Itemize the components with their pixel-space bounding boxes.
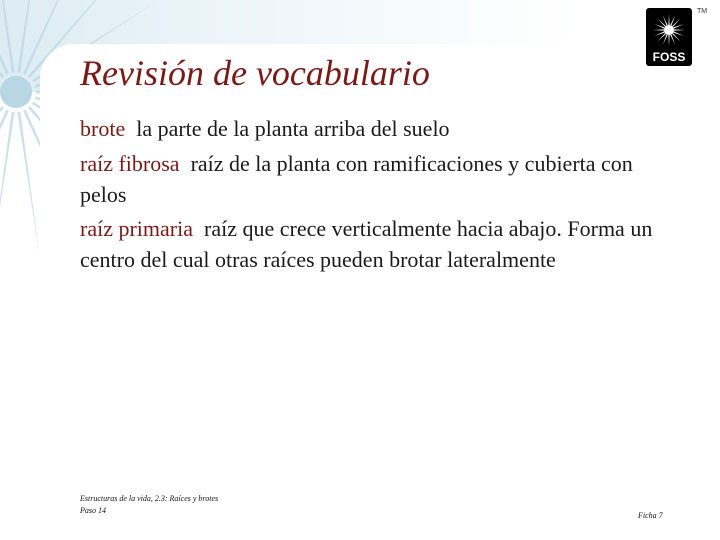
definition-item bbox=[80, 149, 680, 211]
sun-rays-logo-icon bbox=[653, 14, 685, 46]
footer-slide-number: Ficha 7 bbox=[638, 511, 663, 520]
definition-item bbox=[80, 114, 680, 145]
definition-term: brote bbox=[80, 116, 126, 141]
footer-course: Estructuras de la vida, 2.3: Raíces y brotes bbox=[80, 494, 219, 503]
definition-term: raíz fibrosa bbox=[80, 150, 180, 176]
footer-step: Paso 14 bbox=[80, 505, 106, 515]
logo-text: FOSS bbox=[652, 50, 686, 64]
trademark-label: TM bbox=[697, 8, 708, 15]
foss-logo bbox=[646, 8, 692, 66]
definition-text: raíz que crece verticalmente hacia abajo. Forma un centro del cual otras raíces pueden brotar lateralmente bbox=[80, 216, 653, 273]
definition-list bbox=[80, 114, 680, 280]
footer-course-info bbox=[80, 493, 218, 516]
definition-term: raíz primaria bbox=[80, 216, 193, 242]
page-title: Revisión de vocabulario bbox=[80, 53, 430, 93]
definition-text: la parte de la planta arriba del suelo bbox=[136, 116, 450, 141]
definition-item bbox=[80, 214, 680, 276]
definition-text: raíz de la planta con ramificaciones y cubierta con pelos bbox=[80, 150, 633, 207]
